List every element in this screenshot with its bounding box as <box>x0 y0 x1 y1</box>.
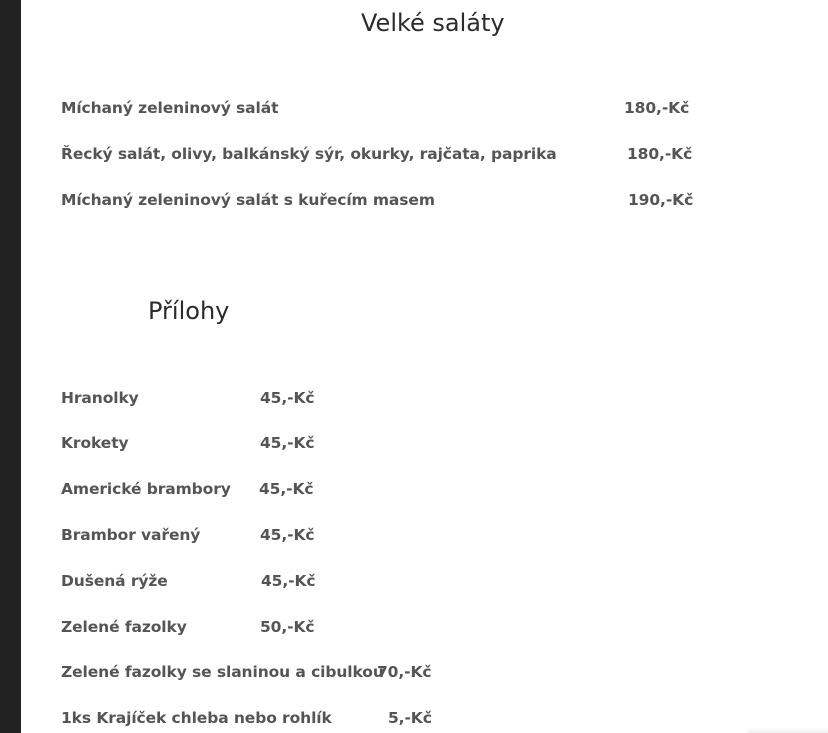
item-price: 70,-Kč <box>377 663 432 681</box>
item-price: 190,-Kč <box>628 191 694 209</box>
section-title-salads: Velké saláty <box>361 9 505 37</box>
item-name: Řecký salát, olivy, balkánský sýr, okurky, rajčata, paprika <box>61 145 557 163</box>
item-name: Brambor vařený <box>61 526 201 544</box>
item-price: 50,-Kč <box>260 618 315 636</box>
section-title-sides: Přílohy <box>148 297 230 325</box>
item-name: Zelené fazolky se slaninou a cibulkou <box>61 663 384 681</box>
item-price: 45,-Kč <box>261 572 316 590</box>
item-price: 180,-Kč <box>627 145 693 163</box>
item-name: Americké brambory <box>61 480 231 498</box>
item-name: Míchaný zeleninový salát <box>61 99 279 117</box>
item-name: Dušená rýže <box>61 572 168 590</box>
item-price: 5,-Kč <box>388 709 432 727</box>
item-price: 45,-Kč <box>260 389 315 407</box>
item-price: 180,-Kč <box>624 99 690 117</box>
item-name: Krokety <box>61 434 129 452</box>
item-name: 1ks Krajíček chleba nebo rohlík <box>61 709 332 727</box>
item-price: 45,-Kč <box>260 434 315 452</box>
item-name: Míchaný zeleninový salát s kuřecím masem <box>61 191 435 209</box>
item-price: 45,-Kč <box>259 480 314 498</box>
bottom-corner-shadow <box>748 727 828 733</box>
item-name: Zelené fazolky <box>61 618 187 636</box>
left-dark-bar <box>0 0 21 733</box>
menu-content <box>21 0 828 733</box>
item-name: Hranolky <box>61 389 139 407</box>
item-price: 45,-Kč <box>260 526 315 544</box>
